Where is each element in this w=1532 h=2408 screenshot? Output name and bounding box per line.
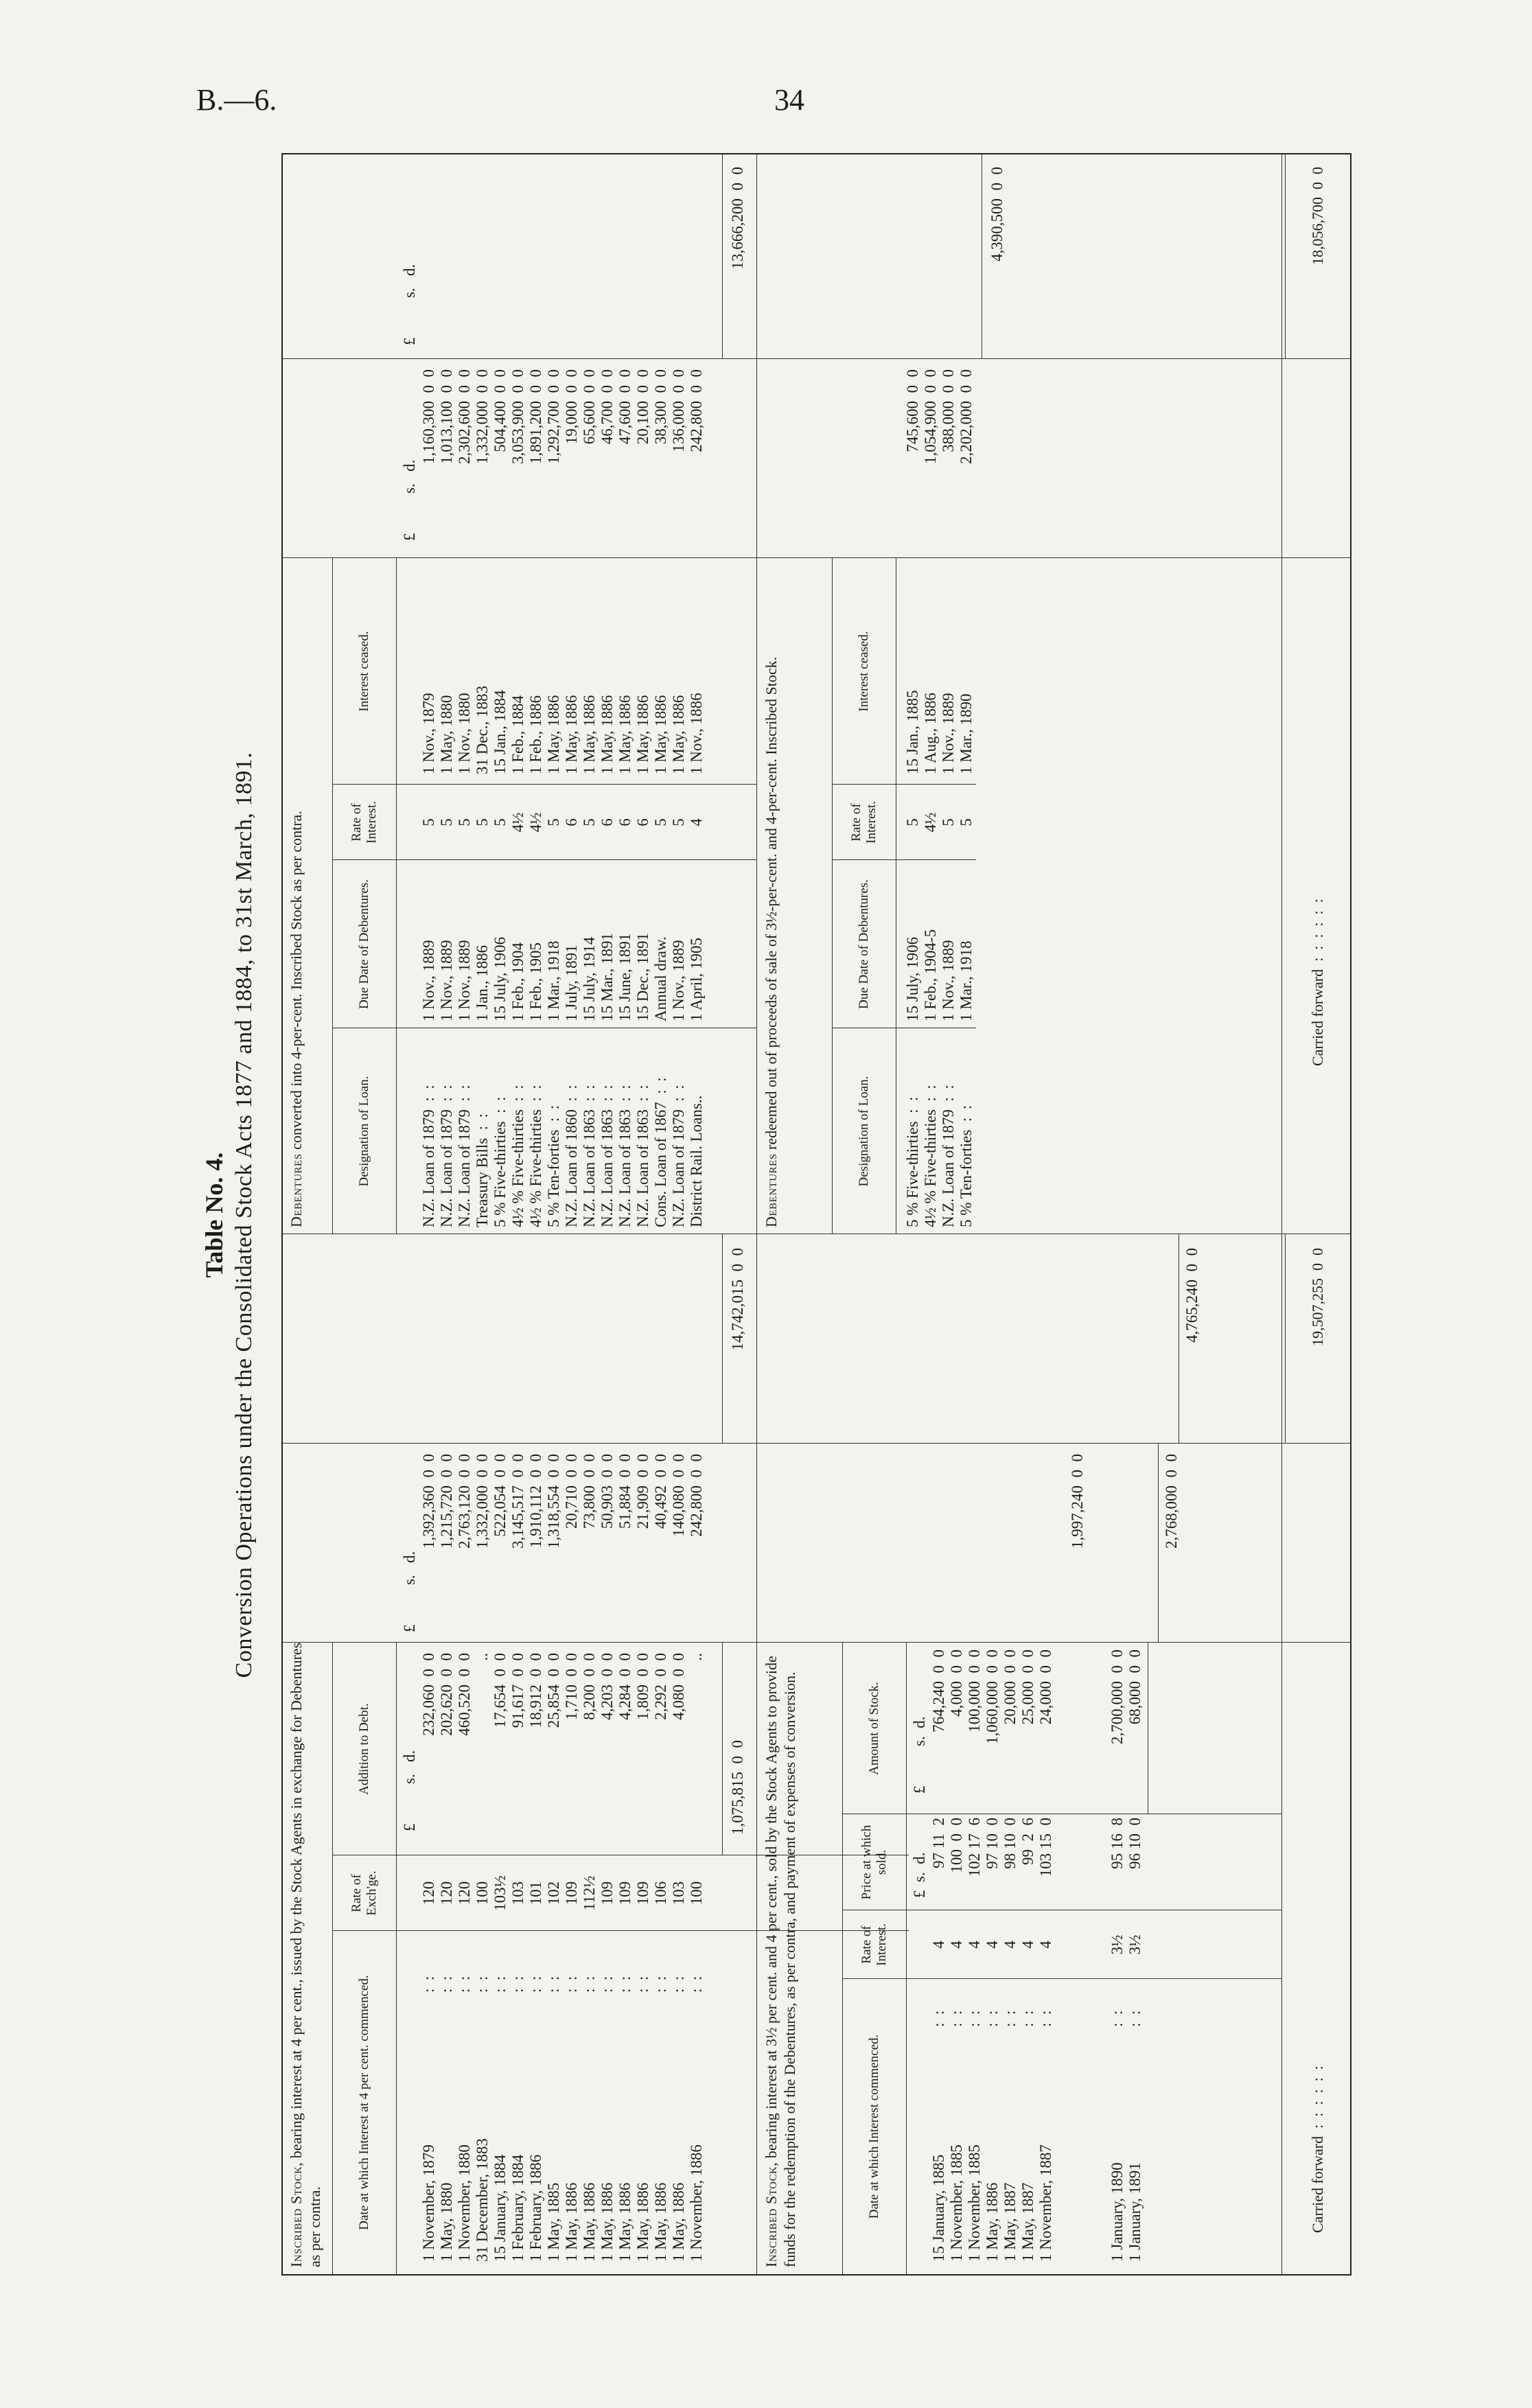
right-due-cell: 1 April, 1905: [688, 937, 705, 1021]
left-amount-cell: 1,215,720 0 0: [438, 1454, 455, 1549]
right-ceased-cell: 1 May, 1886: [581, 695, 598, 774]
left2-price-cell: 97 10 0: [984, 1818, 1001, 1869]
left-addition-cell: 1,710 0 0: [563, 1653, 580, 1720]
left2-date-cell: 1 May, 1887: [1019, 2182, 1036, 2262]
left2b-dots-cell: : :: [1109, 2010, 1126, 2027]
right-amount-cell: 3,053,900 0 0: [509, 369, 526, 464]
right-ceased-cell: 1 Nov., 1879: [420, 693, 437, 774]
right-loan-cell: 5 % Five-thirties : :: [491, 1096, 509, 1227]
left2-date-cell: 1 November, 1885: [948, 2144, 965, 2262]
left-col-amount: Amount of Stock.: [867, 1682, 881, 1775]
left-section2-subtotal2: 2,768,000 0 0: [1163, 1454, 1180, 1549]
right-col-ceased: Interest ceased.: [357, 631, 371, 712]
left-dots-cell: : :: [688, 1976, 705, 1993]
left2-rate-cell: 4: [1037, 1941, 1054, 1949]
right2-amount-cell: 388,000 0 0: [940, 369, 957, 452]
right2-amount-cell: 2,202,000 0 0: [958, 369, 975, 464]
left-rate-cell: 101: [527, 1881, 544, 1906]
left-amount-cell: 21,909 0 0: [634, 1454, 651, 1529]
right-due-cell: 1 July, 1891: [563, 945, 580, 1021]
left-section2-total: 4,765,240 0 0: [1183, 1248, 1200, 1343]
left-addition-cell: ..: [688, 1653, 705, 1661]
left2-dots-cell: : :: [984, 2010, 1001, 2027]
right-amount-cell: 65,600 0 0: [581, 369, 598, 445]
left-rate-cell: 109: [563, 1881, 580, 1906]
right-ceased-cell: 31 Dec., 1883: [474, 685, 491, 774]
right-carried-total: 18,056,700 0 0: [1309, 167, 1326, 265]
rotated-table-page: [199, 154, 1352, 2276]
left-date-cell: 15 January, 1884: [491, 2154, 509, 2262]
right-amount-cell: 19,000 0 0: [563, 369, 580, 445]
left2-rate-cell: 4: [1019, 1941, 1036, 1949]
left-date-cell: 1 November, 1880: [456, 2144, 473, 2262]
left-amount-cell: 50,903 0 0: [599, 1454, 616, 1529]
left-section2-heading: Inscribed Stock, bearing interest at 3½ per cent. and 4 per cent., sold by the Stock Agents to provide funds for the redemption of the Debentures, as per contra, and payment of expenses of conversion.: [763, 1656, 798, 2267]
left-dots-cell: : :: [634, 1976, 651, 1993]
right2-ceased-cell: 15 Jan., 1885: [904, 690, 921, 774]
left2-price-cell: 99 2 6: [1019, 1818, 1036, 1865]
right-rate-cell: 4½: [527, 812, 544, 833]
right2-rate-cell: 5: [940, 818, 957, 826]
left-stock-head: £ s. d.: [911, 1716, 928, 1794]
left2-date-cell: 1 November, 1885: [966, 2144, 983, 2262]
left2b-price-cell: 95 16 8: [1109, 1818, 1126, 1869]
left-amount-cell: 1,318,554 0 0: [545, 1454, 562, 1549]
left-rate-cell: 112½: [581, 1875, 598, 1911]
right-amount-cell: 136,000 0 0: [670, 369, 687, 452]
right-rate-cell: 4: [688, 818, 705, 826]
table-title: Table No. 4.: [200, 1152, 228, 1278]
right-rate-cell: 6: [634, 818, 651, 826]
right-amount-cell: 1,292,700 0 0: [545, 369, 562, 464]
left-addition-cell: 202,620 0 0: [438, 1653, 455, 1736]
left2-rate-cell: 4: [966, 1941, 983, 1949]
right-due-cell: 1 Nov., 1889: [670, 940, 687, 1021]
left2-stock-cell: 24,000 0 0: [1037, 1649, 1054, 1725]
right-ceased-cell: 1 Feb., 1884: [509, 695, 526, 774]
right-ceased-cell: 1 May, 1886: [616, 695, 634, 774]
right2-amount-cell: 745,600 0 0: [904, 369, 921, 452]
right-amount-cell: 2,302,600 0 0: [456, 369, 473, 464]
left-amount-cell: 2,763,120 0 0: [456, 1454, 473, 1549]
right-due-cell: 15 June, 1891: [616, 933, 634, 1021]
right-rate-cell: 4½: [509, 812, 526, 833]
left-addition-cell: 25,854 0 0: [545, 1653, 562, 1728]
right2-due-cell: 1 Nov., 1889: [940, 940, 957, 1021]
right-due-cell: 15 Dec., 1891: [634, 932, 651, 1021]
left-addition-cell: 2,292 0 0: [652, 1653, 669, 1720]
left-rate-cell: 109: [616, 1881, 634, 1906]
left2-price-cell: 103 15 0: [1037, 1818, 1054, 1877]
left2b-stock-cell: 2,700,000 0 0: [1109, 1649, 1126, 1744]
left-dots-cell: : :: [527, 1976, 544, 1993]
right-loan-cell: 4½ % Five-thirties : :: [527, 1085, 544, 1227]
right2-due-cell: 1 Feb., 1904-5: [922, 929, 939, 1021]
right-amount-cell: 46,700 0 0: [599, 369, 616, 445]
left-section1-total: 14,742,015 0 0: [729, 1248, 746, 1351]
left2-dots-cell: : :: [1001, 2010, 1019, 2027]
left-date-cell: 1 November, 1886: [688, 2144, 705, 2262]
right-amount-cell: 504,400 0 0: [491, 369, 509, 452]
right-loan-cell: N.Z. Loan of 1863 : :: [634, 1085, 651, 1227]
right-due-cell: 15 Mar., 1891: [599, 932, 616, 1021]
left-col-rate: Rate of Exch'ge.: [349, 1871, 379, 1916]
right-due-cell: 1 Mar., 1918: [545, 940, 562, 1021]
right2-rate-cell: 4½: [922, 812, 939, 833]
left2-dots-cell: : :: [948, 2010, 965, 2027]
right-loan-cell: N.Z. Loan of 1860 : :: [563, 1085, 580, 1227]
left2-price-cell: 98 10 0: [1001, 1818, 1019, 1869]
left2-stock-cell: 25,000 0 0: [1019, 1649, 1036, 1725]
right-due-cell: 15 July, 1914: [581, 936, 598, 1021]
right-amount-cell: 1,013,100 0 0: [438, 369, 455, 464]
left-carried-forward: Carried forward : : : : : :: [1309, 2065, 1326, 2233]
right2-rate-cell: 5: [904, 818, 921, 826]
left2-date-cell: 1 May, 1886: [984, 2182, 1001, 2262]
right-rate-cell: 6: [599, 818, 616, 826]
left-dots-cell: : :: [563, 1976, 580, 1993]
left-col-date: Date at which Interest at 4 per cent. commenced.: [357, 1975, 371, 2230]
left-addition-cell: 4,080 0 0: [670, 1653, 687, 1720]
right-amount-cell: 1,160,300 0 0: [420, 369, 437, 464]
left-money-head-2: £ s. d.: [401, 1551, 418, 1632]
right-section1-total: 13,666,200 0 0: [729, 167, 746, 270]
left-rate-cell: 120: [438, 1881, 455, 1906]
left-amount-cell: 20,710 0 0: [563, 1454, 580, 1529]
right-carried-forward: Carried forward : : : : : :: [1309, 899, 1326, 1066]
right-rate-cell: 5: [652, 818, 669, 826]
left2-price-cell: 100 0 0: [948, 1818, 965, 1873]
left2-price-cell: 102 17 6: [966, 1818, 983, 1877]
left-date-cell: 1 February, 1886: [527, 2154, 544, 2262]
left2-stock-cell: 20,000 0 0: [1001, 1649, 1019, 1725]
left-dots-cell: : :: [652, 1976, 669, 1993]
right-loan-cell: N.Z. Loan of 1879 : :: [438, 1085, 455, 1227]
right-rate-cell: 6: [563, 818, 580, 826]
left-section2-subtotal1: 1,997,240 0 0: [1069, 1454, 1086, 1549]
left-rate-cell: 106: [652, 1881, 669, 1906]
left-amount-cell: 522,054 0 0: [491, 1454, 509, 1537]
right-amount-cell: 1,332,000 0 0: [474, 369, 491, 464]
left-rate-cell: 102: [545, 1881, 562, 1906]
right-rate-cell: 5: [420, 818, 437, 826]
left2-rate-cell: 4: [948, 1941, 965, 1949]
left-money-head: £ s. d.: [401, 1750, 418, 1831]
right-ceased-cell: 15 Jan., 1884: [491, 690, 509, 774]
left-addition-cell: 1,809 0 0: [634, 1653, 651, 1720]
right-due-cell: 1 Nov., 1889: [456, 940, 473, 1021]
right-col-ceased-2: Interest ceased.: [857, 631, 871, 712]
right-col-rate-2: Rate of Interest.: [849, 801, 879, 844]
right-rate-cell: 5: [545, 818, 562, 826]
left-addition-total: 1,075,815 0 0: [729, 1740, 746, 1835]
left-rate-cell: 103: [670, 1881, 687, 1906]
left-addition-cell: ..: [474, 1653, 491, 1661]
left-dots-cell: : :: [599, 1976, 616, 1993]
left-date-cell: 1 May, 1880: [438, 2182, 455, 2262]
left-addition-cell: 17,654 0 0: [491, 1653, 509, 1728]
right-loan-cell: 4½ % Five-thirties : :: [509, 1085, 526, 1227]
right2-due-cell: 1 Mar., 1918: [958, 940, 975, 1021]
right2-loan-cell: 5 % Five-thirties : :: [904, 1096, 921, 1227]
right2-rate-cell: 5: [958, 818, 975, 826]
left-price-head: £ s. d.: [911, 1852, 928, 1898]
left-date-cell: 1 May, 1886: [563, 2182, 580, 2262]
left2b-date-cell: 1 January, 1890: [1109, 2162, 1126, 2262]
left-dots-cell: : :: [420, 1976, 437, 1993]
right2-amount-cell: 1,054,900 0 0: [922, 369, 939, 464]
left-addition-cell: 18,912 0 0: [527, 1653, 544, 1728]
right-ceased-cell: 1 Nov., 1886: [688, 693, 705, 774]
left-dots-cell: : :: [456, 1976, 473, 1993]
right-ceased-cell: 1 May, 1886: [634, 695, 651, 774]
right-col-loan-2: Designation of Loan.: [857, 1076, 871, 1187]
right-ceased-cell: 1 May, 1886: [670, 695, 687, 774]
left2-date-cell: 15 January, 1885: [930, 2154, 947, 2262]
right-rate-cell: 5: [474, 818, 491, 826]
right-loan-cell: N.Z. Loan of 1863 : :: [599, 1085, 616, 1227]
left-amount-cell: 3,145,517 0 0: [509, 1454, 526, 1549]
right-amount-cell: 1,891,200 0 0: [527, 369, 544, 464]
left-addition-cell: 8,200 0 0: [581, 1653, 598, 1720]
left-amount-cell: 1,910,112 0 0: [527, 1454, 544, 1549]
page-reference: B.—6.: [196, 83, 277, 117]
left2-date-cell: 1 November, 1887: [1037, 2144, 1054, 2262]
left-carried-total: 19,507,255 0 0: [1309, 1248, 1326, 1346]
right-due-cell: 1 Nov., 1889: [420, 940, 437, 1021]
left-section1-heading: Inscribed Stock, bearing interest at 4 per cent., issued by the Stock Agents in exchange for Debentures as per contra.: [288, 1642, 323, 2267]
left-date-cell: 1 May, 1886: [581, 2182, 598, 2262]
left-amount-cell: 140,080 0 0: [670, 1454, 687, 1537]
left-addition-cell: 460,520 0 0: [456, 1653, 473, 1736]
right-loan-cell: Cons. Loan of 1867 : :: [652, 1077, 669, 1227]
left-amount-cell: 1,332,000 0 0: [474, 1454, 491, 1549]
left-col-addition: Addition to Debt.: [357, 1703, 371, 1795]
right-section2-heading: Debentures redeemed out of proceeds of sale of 3½-per-cent. and 4-per-cent. Inscribed Stock.: [763, 656, 780, 1227]
left2-stock-cell: 764,240 0 0: [930, 1649, 947, 1733]
left-col-price: Price at which sold.: [859, 1825, 889, 1900]
right-col-loan: Designation of Loan.: [357, 1076, 371, 1187]
right-section2-total: 4,390,500 0 0: [988, 167, 1006, 262]
right-due-cell: Annual draw.: [652, 936, 669, 1021]
left-date-cell: 1 May, 1886: [634, 2182, 651, 2262]
right2-loan-cell: 4½ % Five-thirties : :: [922, 1085, 939, 1227]
left-date-cell: 1 May, 1885: [545, 2182, 562, 2262]
left2-date-cell: 1 May, 1887: [1001, 2182, 1019, 2262]
left-date-cell: 1 November, 1879: [420, 2144, 437, 2262]
left2b-price-cell: 96 10 0: [1126, 1818, 1144, 1869]
right-amount-cell: 20,100 0 0: [634, 369, 651, 445]
left-amount-cell: 1,392,360 0 0: [420, 1454, 437, 1549]
right-rate-cell: 5: [438, 818, 455, 826]
right-amount-cell: 47,600 0 0: [616, 369, 634, 445]
conversion-table: [281, 153, 1351, 2276]
left-dots-cell: : :: [509, 1976, 526, 1993]
left2-stock-cell: 100,000 0 0: [966, 1649, 983, 1733]
left2-rate-cell: 4: [1001, 1941, 1019, 1949]
left-date-cell: 1 May, 1886: [616, 2182, 634, 2262]
page-number: 34: [774, 83, 804, 117]
left2-dots-cell: : :: [1019, 2010, 1036, 2027]
right2-ceased-cell: 1 Aug., 1886: [922, 693, 939, 774]
left2-dots-cell: : :: [930, 2010, 947, 2027]
left-date-cell: 1 May, 1886: [670, 2182, 687, 2262]
left2-dots-cell: : :: [1037, 2010, 1054, 2027]
right-ceased-cell: 1 May, 1886: [599, 695, 616, 774]
left-addition-cell: 91,617 0 0: [509, 1653, 526, 1728]
left-date-cell: 1 May, 1886: [599, 2182, 616, 2262]
left2-price-cell: 97 11 2: [930, 1818, 947, 1868]
left-date-cell: 1 February, 1884: [509, 2154, 526, 2262]
left-rate-cell: 103: [509, 1881, 526, 1906]
left2b-rate-cell: 3½: [1109, 1934, 1126, 1955]
left-addition-cell: 4,203 0 0: [599, 1653, 616, 1720]
right-money-head: £ s. d.: [401, 459, 418, 541]
left-dots-cell: : :: [670, 1976, 687, 1993]
right-col-due: Due Date of Debentures.: [357, 879, 371, 1009]
left-rate-cell: 109: [634, 1881, 651, 1906]
right-loan-cell: Treasury Bills : :: [474, 1113, 491, 1227]
left-amount-cell: 51,884 0 0: [616, 1454, 634, 1529]
left-date-cell: 31 December, 1883: [474, 2138, 491, 2262]
right-section1-heading: Debentures converted into 4-per-cent. Inscribed Stock as per contra.: [288, 811, 305, 1227]
left-date-cell: 1 May, 1886: [652, 2182, 669, 2262]
left-amount-cell: 40,492 0 0: [652, 1454, 669, 1529]
table-titles: [199, 154, 275, 2276]
left-dots-cell: : :: [474, 1976, 491, 1993]
right-ceased-cell: 1 Feb., 1886: [527, 695, 544, 774]
right-col-due-2: Due Date of Debentures.: [857, 879, 871, 1009]
right2-ceased-cell: 1 Mar., 1890: [958, 693, 975, 774]
right-col-rate: Rate of Interest.: [349, 801, 379, 844]
right-loan-cell: N.Z. Loan of 1863 : :: [616, 1085, 634, 1227]
right-due-cell: 15 July, 1906: [491, 936, 509, 1021]
left-dots-cell: : :: [545, 1976, 562, 1993]
left2-stock-cell: 1,060,000 0 0: [984, 1649, 1001, 1744]
left-addition-cell: 4,284 0 0: [616, 1653, 634, 1720]
left-dots-cell: : :: [616, 1976, 634, 1993]
left-rate-cell: 100: [474, 1881, 491, 1906]
right-loan-cell: 5 % Ten-forties : :: [545, 1104, 562, 1227]
left2b-date-cell: 1 January, 1891: [1126, 2162, 1144, 2262]
left-rate-cell: 103½: [491, 1875, 509, 1911]
right2-due-cell: 15 July, 1906: [904, 936, 921, 1021]
left2-rate-cell: 4: [930, 1941, 947, 1949]
left2-stock-cell: 4,000 0 0: [948, 1649, 965, 1717]
left-rate-cell: 109: [599, 1881, 616, 1906]
left-amount-cell: 242,800 0 0: [688, 1454, 705, 1537]
right2-loan-cell: N.Z. Loan of 1879 : :: [940, 1085, 957, 1227]
table-subtitle: Conversion Operations under the Consolidated Stock Acts 1877 and 1884, to 31st March, 1891.: [231, 752, 257, 1678]
right-due-cell: 1 Jan., 1886: [474, 945, 491, 1021]
right-ceased-cell: 1 May, 1880: [438, 695, 455, 774]
left2-dots-cell: : :: [966, 2010, 983, 2027]
left-amount-cell: 73,800 0 0: [581, 1454, 598, 1529]
right-money-head-2: £ s. d.: [401, 264, 418, 345]
right-ceased-cell: 1 May, 1886: [563, 695, 580, 774]
left-dots-cell: : :: [491, 1976, 509, 1993]
right-ceased-cell: 1 May, 1886: [652, 695, 669, 774]
left2b-dots-cell: : :: [1126, 2010, 1144, 2027]
left-col-date-2: Date at which Interest commenced.: [867, 2034, 881, 2219]
right-rate-cell: 5: [670, 818, 687, 826]
right2-ceased-cell: 1 Nov., 1889: [940, 693, 957, 774]
right-loan-cell: N.Z. Loan of 1863 : :: [581, 1085, 598, 1227]
right-due-cell: 1 Nov., 1889: [438, 940, 455, 1021]
right2-loan-cell: 5 % Ten-forties : :: [958, 1104, 975, 1227]
left2b-rate-cell: 3½: [1126, 1934, 1144, 1955]
left-rate-cell: 120: [456, 1881, 473, 1906]
right-loan-cell: N.Z. Loan of 1879 : :: [670, 1085, 687, 1227]
left-addition-cell: 232,060 0 0: [420, 1653, 437, 1736]
left-rate-cell: 100: [688, 1881, 705, 1906]
left-rate-cell: 120: [420, 1881, 437, 1906]
right-loan-cell: District Rail. Loans..: [688, 1095, 705, 1227]
left-col-rate-2: Rate of Interest.: [859, 1923, 889, 1966]
left-dots-cell: : :: [581, 1976, 598, 1993]
right-due-cell: 1 Feb., 1904: [509, 942, 526, 1021]
right-amount-cell: 38,300 0 0: [652, 369, 669, 445]
right-ceased-cell: 1 Nov., 1880: [456, 693, 473, 774]
right-loan-cell: N.Z. Loan of 1879 : :: [456, 1085, 473, 1227]
right-rate-cell: 5: [456, 818, 473, 826]
right-due-cell: 1 Feb., 1905: [527, 942, 544, 1021]
left2-rate-cell: 4: [984, 1941, 1001, 1949]
left-dots-cell: : :: [438, 1976, 455, 1993]
right-rate-cell: 5: [581, 818, 598, 826]
right-amount-cell: 242,800 0 0: [688, 369, 705, 452]
right-rate-cell: 5: [491, 818, 509, 826]
right-loan-cell: N.Z. Loan of 1879 : :: [420, 1085, 437, 1227]
left2b-stock-cell: 68,000 0 0: [1126, 1649, 1144, 1725]
right-rate-cell: 6: [616, 818, 634, 826]
right-ceased-cell: 1 May, 1886: [545, 695, 562, 774]
